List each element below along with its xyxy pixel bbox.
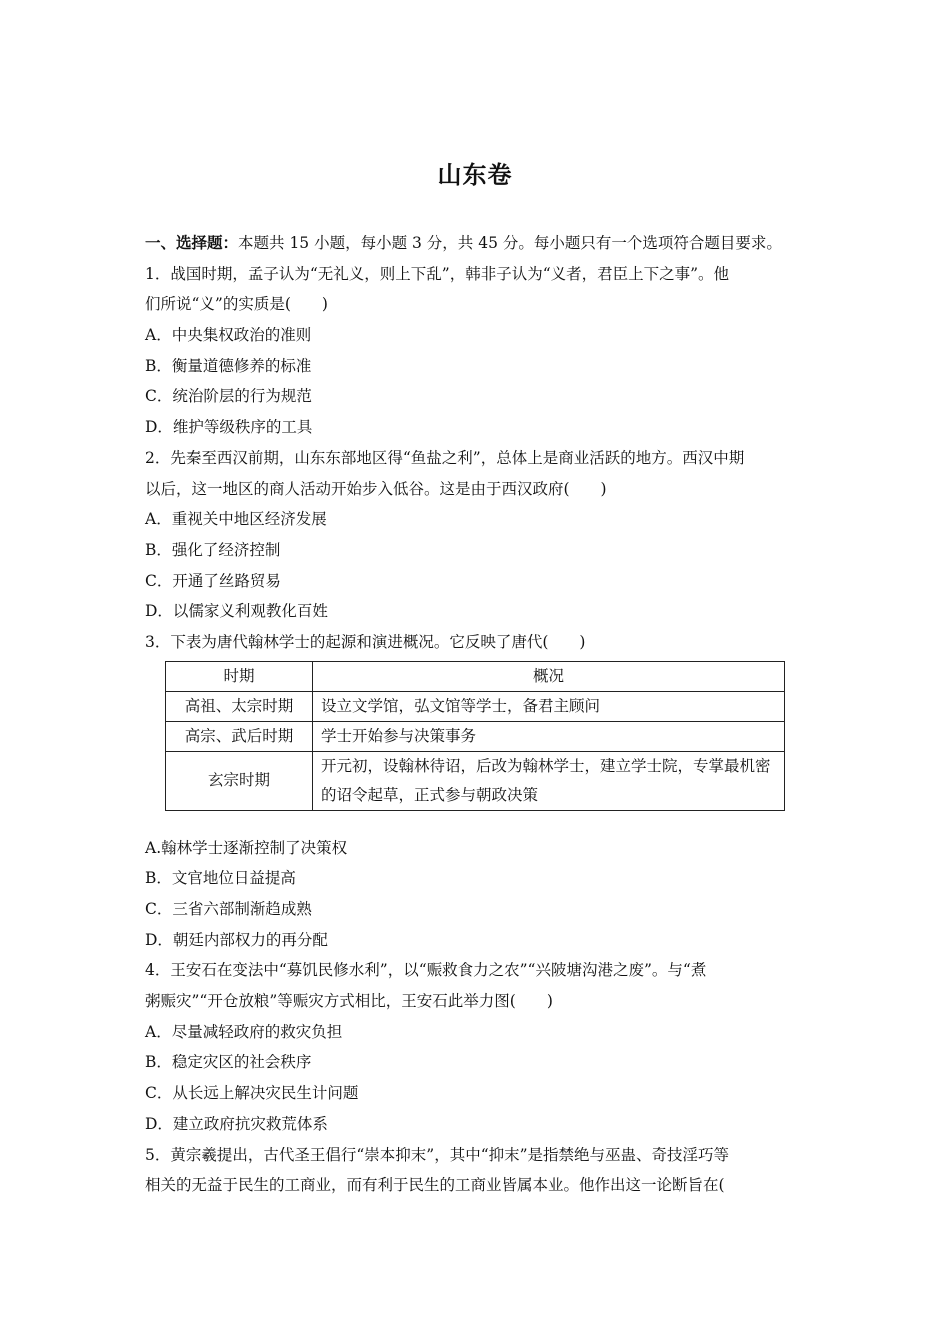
option-d: D．朝廷内部权力的再分配 [145,930,328,949]
question-stem-line: 们所说“义”的实质是( ) [145,295,328,314]
option-b: B．文官地位日益提高 [145,869,296,888]
table-cell-period: 高宗、武后时期 [166,721,313,751]
page-title: 山东卷 [437,160,513,189]
question-4 [145,955,810,1139]
option-a: A.翰林学士逐渐控制了决策权 [145,838,348,857]
question-stem-line: 1．战国时期，孟子认为“无礼义，则上下乱”，韩非子认为“义者，君臣上下之事”。他 [145,264,730,283]
question-stem-line: 粥赈灾”“开仓放粮”等赈灾方式相比，王安石此举力图( ) [145,992,553,1011]
option-a: A．尽量减轻政府的救灾负担 [145,1022,343,1041]
table-header-cell: 概况 [313,661,785,691]
exam-content [145,228,810,1201]
question-stem-line: 相关的无益于民生的工商业，而有利于民生的工商业皆属本业。他作出这一论断旨在( [145,1176,725,1195]
table-cell-summary: 学士开始参与决策事务 [313,721,785,751]
question-1 [145,259,810,443]
section-heading: 一、选择题： [145,233,239,252]
option-c: C．从长远上解决灾民生计问题 [145,1084,359,1103]
table-cell-period: 高祖、太宗时期 [166,691,313,721]
option-a: A．重视关中地区经济发展 [145,510,327,529]
table-row [166,721,785,751]
option-b: B．稳定灾区的社会秩序 [145,1053,312,1072]
option-b: B．衡量道德修养的标准 [145,356,312,375]
option-c: C．三省六部制渐趋成熟 [145,900,312,918]
table-header-row [166,661,785,691]
option-d: D．建立政府抗灾救荒体系 [145,1114,328,1133]
question-stem-line: 5．黄宗羲提出，古代圣王倡行“崇本抑末”，其中“抑末”是指禁绝与巫蛊、奇技淫巧等 [145,1145,730,1164]
question-stem-line: 2．先秦至西汉前期，山东东部地区得“鱼盐之利”，总体上是商业活跃的地方。西汉中期 [145,448,745,467]
table-cell-summary: 设立文学馆，弘文馆等学士，备君主顾问 [313,691,785,721]
option-b: B．强化了经济控制 [145,540,281,559]
option-d: D．维护等级秩序的工具 [145,418,313,437]
table-header-cell: 时期 [166,661,313,691]
question-stem-line: 4．王安石在变法中“募饥民修水利”，以“赈救食力之农”“兴陂塘沟港之废”。与“煮 [145,961,707,980]
history-table [165,661,785,811]
question-3 [145,627,810,955]
question-5 [145,1140,810,1201]
question-2 [145,443,810,627]
section-header [145,228,810,259]
table-row [166,691,785,721]
question-stem-line: 3．下表为唐代翰林学士的起源和演进概况。它反映了唐代( ) [145,632,586,651]
section-instructions: 本题共 15 小题，每小题 3 分，共 45 分。每小题只有一个选项符合题目要求。 [238,234,782,252]
table-cell-summary: 开元初，设翰林待诏，后改为翰林学士，建立学士院，专掌最机密的诏令起草，正式参与朝政决策 [313,751,785,810]
table-row [166,751,785,810]
question-stem-line: 以后，这一地区的商人活动开始步入低谷。这是由于西汉政府( ) [145,479,607,498]
option-d: D．以儒家义利观教化百姓 [145,602,328,621]
option-a: A．中央集权政治的准则 [145,326,312,345]
option-c: C．开通了丝路贸易 [145,571,281,590]
table-cell-period: 玄宗时期 [166,751,313,810]
option-c: C．统治阶层的行为规范 [145,387,312,406]
